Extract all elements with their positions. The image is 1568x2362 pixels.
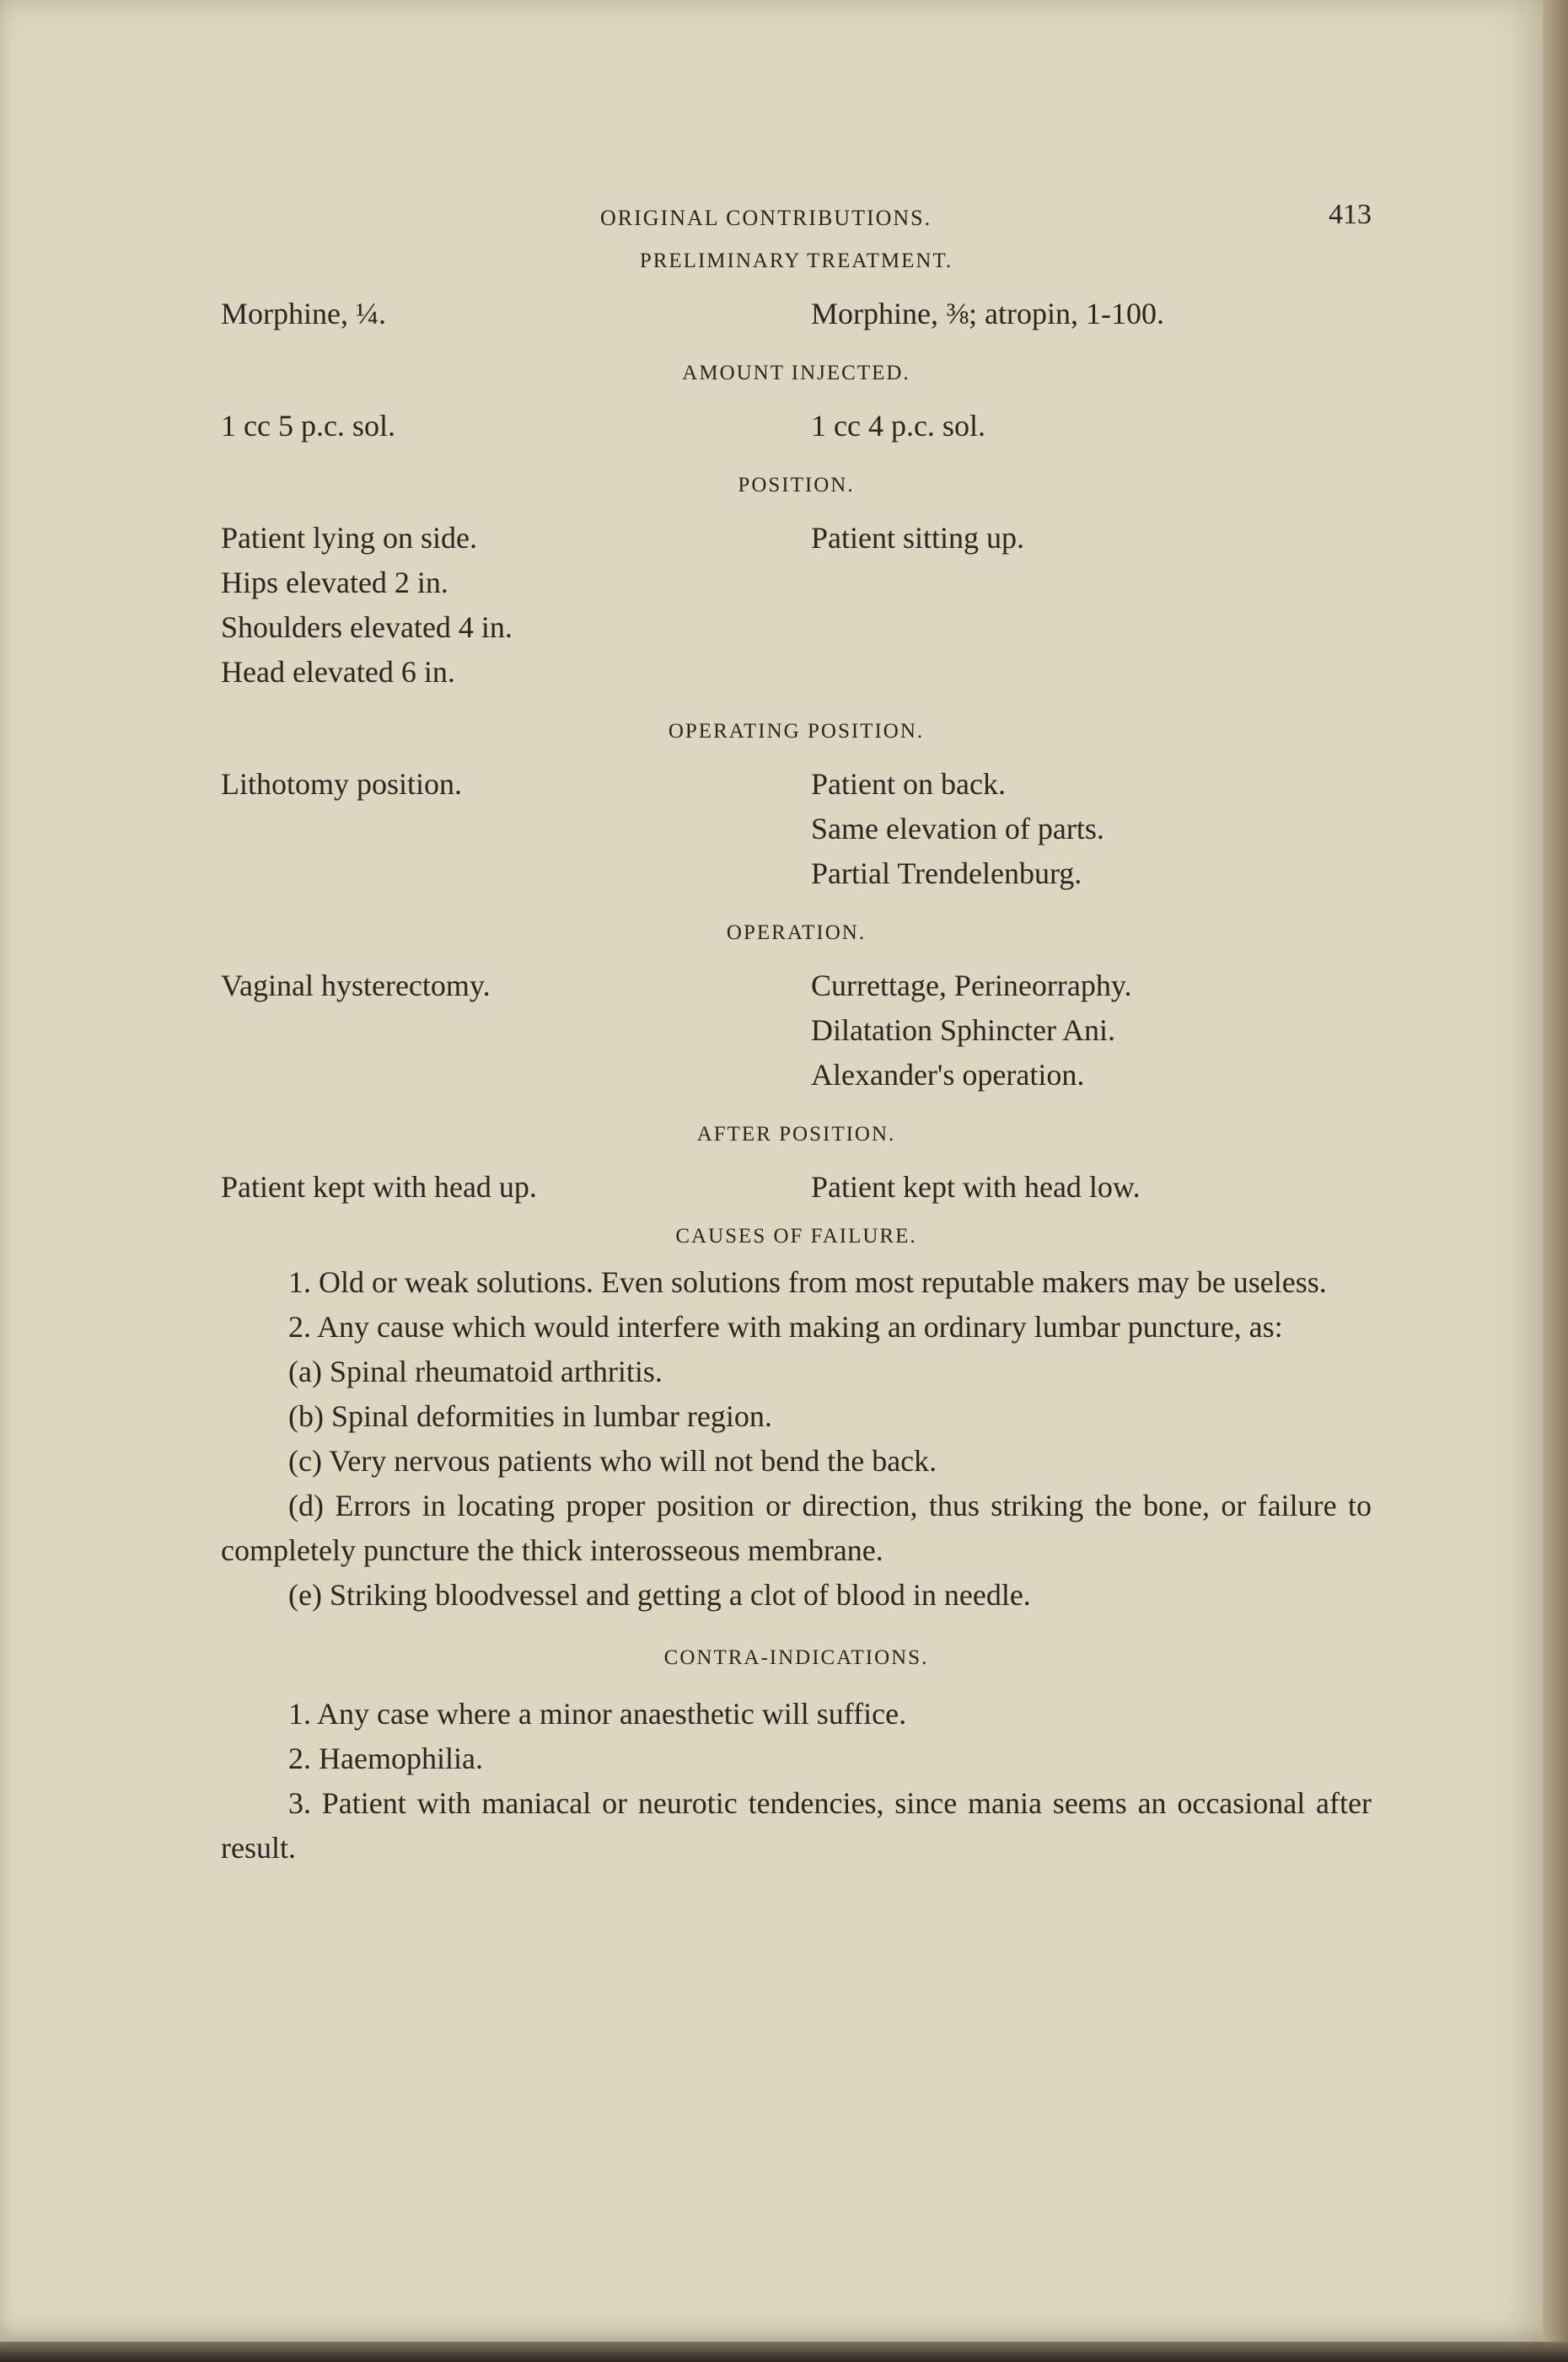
section-heading: OPERATION. <box>726 921 867 944</box>
page-number: 413 <box>1329 199 1372 230</box>
failure-subitem-a: (a) Spinal rheumatoid arthritis. <box>288 1355 663 1388</box>
failure-subitem-d: (d) Errors in locating proper position or direction, thus striking the bone, or failure to completely puncture the thick interosseous membrane. <box>221 1489 1372 1567</box>
running-head-title: ORIGINAL CONTRIBUTIONS. <box>600 206 932 230</box>
section-heading: OPERATING POSITION. <box>668 720 925 743</box>
running-head <box>221 194 1372 244</box>
section-columns <box>221 516 1372 695</box>
section-columns <box>221 1165 1372 1210</box>
section-heading: POSITION. <box>738 474 855 497</box>
page-edge-right <box>1543 0 1568 2362</box>
section-line: Patient on back. <box>811 767 1006 801</box>
failure-item-1: 1. Old or weak solutions. Even solutions from most reputable makers may be useless. <box>288 1265 1327 1299</box>
section-heading: PRELIMINARY TREATMENT. <box>639 250 953 272</box>
section-column-left <box>221 762 811 896</box>
failure-item-2: 2. Any cause which would interfere with making an ordinary lumbar puncture, as: <box>288 1310 1283 1344</box>
section-line: Shoulders elevated 4 in. <box>221 610 513 644</box>
failure-subitem-b: (b) Spinal deformities in lumbar region. <box>288 1399 772 1433</box>
section-column-right <box>811 762 1372 896</box>
section-columns <box>221 404 1372 448</box>
section-column-right <box>811 404 1372 448</box>
section-line: Dilatation Sphincter Ani. <box>811 1013 1115 1047</box>
section-line: Partial Trendelenburg. <box>811 856 1082 890</box>
section-columns <box>221 762 1372 896</box>
section-line: Head elevated 6 in. <box>221 655 455 689</box>
section-column-right <box>811 964 1372 1098</box>
section-column-left <box>221 516 811 695</box>
section-line: Same elevation of parts. <box>811 812 1104 845</box>
section-columns <box>221 292 1372 336</box>
section-column-left <box>221 292 811 336</box>
comparison-sections <box>221 250 1372 1210</box>
failure-subitem-e: (e) Striking bloodvessel and getting a clot of blood in needle. <box>288 1578 1031 1612</box>
section-heading: AMOUNT INJECTED. <box>682 362 910 384</box>
section-line: Patient sitting up. <box>811 521 1025 555</box>
section-line: 1 cc 4 p.c. sol. <box>811 409 985 443</box>
section-column-right <box>811 1165 1372 1210</box>
section-column-right <box>811 292 1372 336</box>
failure-subitem-c: (c) Very nervous patients who will not bend the back. <box>288 1444 937 1478</box>
section-columns <box>221 964 1372 1098</box>
failure-heading: CAUSES OF FAILURE. <box>675 1225 917 1248</box>
section-line: Patient kept with head low. <box>811 1170 1141 1204</box>
section-line: Morphine, ⅜; atropin, 1-100. <box>811 297 1164 330</box>
section-line: 1 cc 5 p.c. sol. <box>221 409 395 443</box>
page-content <box>221 194 1372 1871</box>
section-line: Patient lying on side. <box>221 521 477 555</box>
section-line: Lithotomy position. <box>221 767 463 801</box>
contra-item-1: 1. Any case where a minor anaesthetic will suffice. <box>288 1697 907 1731</box>
section-line: Hips elevated 2 in. <box>221 566 448 599</box>
contra-heading: CONTRA-INDICATIONS. <box>663 1646 929 1669</box>
section-column-left <box>221 964 811 1098</box>
section-heading: AFTER POSITION. <box>696 1123 896 1146</box>
contra-item-3: 3. Patient with maniacal or neurotic tendencies, since mania seems an occasional after result. <box>221 1786 1372 1865</box>
section-line: Vaginal hysterectomy. <box>221 969 491 1002</box>
section-line: Alexander's operation. <box>811 1058 1085 1092</box>
page-edge-bottom <box>0 2342 1568 2362</box>
section-column-right <box>811 516 1372 695</box>
section-line: Currettage, Perineorraphy. <box>811 969 1132 1002</box>
section-column-left <box>221 404 811 448</box>
section-column-left <box>221 1165 811 1210</box>
section-line: Patient kept with head up. <box>221 1170 537 1204</box>
section-line: Morphine, ¼. <box>221 297 386 330</box>
contra-item-2: 2. Haemophilia. <box>288 1742 483 1775</box>
